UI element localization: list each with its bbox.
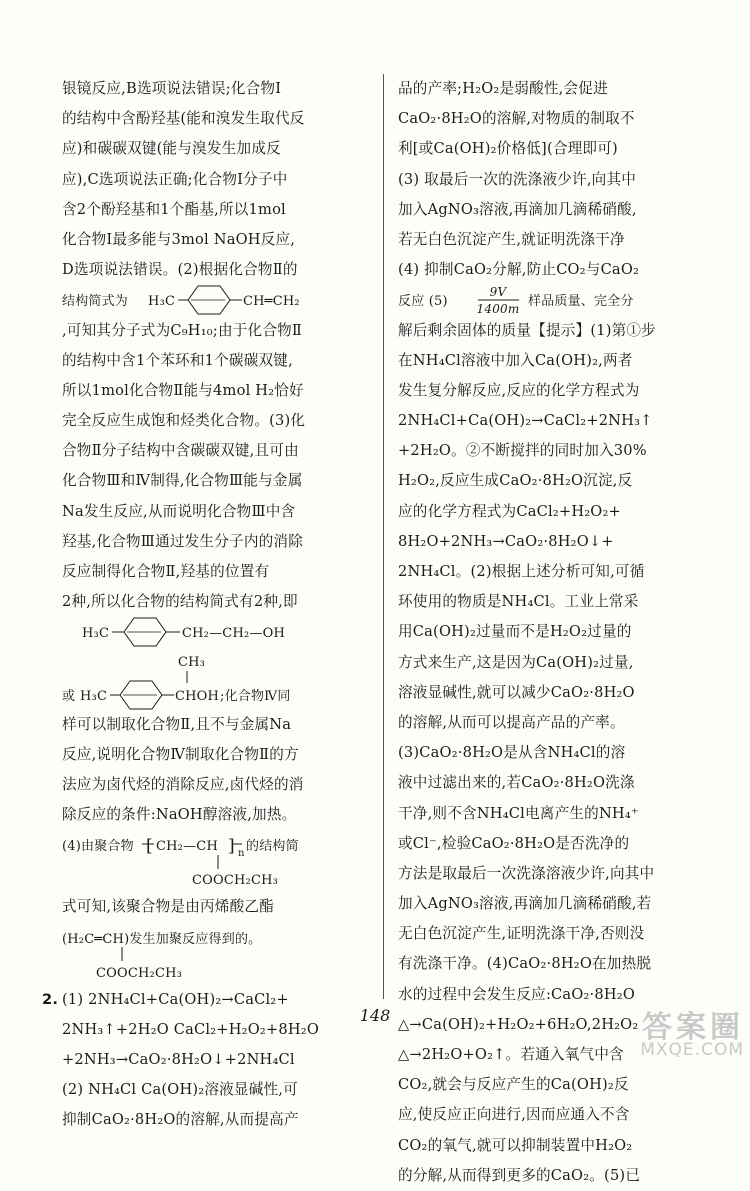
watermark-url: MXQE.COM xyxy=(640,1040,744,1060)
text-line: 加入AgNO₃溶液,再滴加几滴稀硝酸, xyxy=(398,200,637,218)
fraction-denominator: 1400m xyxy=(476,302,520,316)
struct-suffix: 的结构简 xyxy=(246,839,299,855)
text-line: (4) 抑制CaO₂分解,防止CO₂与CaO₂ xyxy=(398,261,640,279)
text-line: 干净,则不含NH₄Cl电离产生的NH₄⁺ xyxy=(398,804,639,822)
polymer-chain-label: CH₂—CH xyxy=(156,839,218,855)
text-line: 除反应的条件:NaOH醇溶液,加热。 xyxy=(62,806,297,824)
text-line: 2种,所以化合物的结构简式有2种,即 xyxy=(62,593,298,611)
methyl-label: CH₃ xyxy=(178,654,206,670)
bracket-left-icon: [ xyxy=(146,836,153,857)
text-line: 的结构中含酚羟基(能和溴发生取代反 xyxy=(62,110,305,128)
text-line: 应)和碳碳双键(能与溴发生加成反 xyxy=(62,140,281,158)
compound-2-diagram xyxy=(62,285,367,315)
text-line: +2H₂O。②不断搅拌的同时加入30% xyxy=(398,442,647,460)
text-line: 无白色沉淀产生,证明洗涤干净,否则没 xyxy=(398,925,645,943)
text-line: 利[或Ca(OH)₂价格低](合理即可) xyxy=(398,140,618,158)
question-number: 2. xyxy=(42,990,59,1008)
text-line: 液中过滤出来的,若CaO₂·8H₂O洗涤 xyxy=(398,774,635,792)
text-line: 羟基,化合物Ⅲ通过发生分子内的消除 xyxy=(62,532,304,550)
structure-alcohol-1 xyxy=(62,617,367,647)
text-line: 加入AgNO₃溶液,再滴加几滴稀硝酸,若 xyxy=(398,895,652,913)
text-line: 方法是取最后一次洗涤溶液少许,向其中 xyxy=(398,864,655,882)
text-line: 反应制得化合物Ⅱ,羟基的位置有 xyxy=(62,563,270,580)
watermark-logo-text: 答案圈 xyxy=(642,1010,744,1045)
text-line: 含2个酚羟基和1个酯基,所以1mol xyxy=(62,200,286,218)
text-line: 8H₂O+2NH₃→CaO₂·8H₂O↓+ xyxy=(398,532,614,550)
watermark-logo xyxy=(584,1002,744,1060)
text-line: CO₂,就会与反应产生的Ca(OH)₂反 xyxy=(398,1076,629,1094)
monomer-diagram xyxy=(62,923,367,985)
structure-compound-2 xyxy=(62,285,367,315)
chain-label: CH₂—CH₂—OH xyxy=(182,626,285,642)
text-line: (1) 2NH₄Cl+Ca(OH)₂→CaCl₂+ xyxy=(62,990,289,1008)
structure-alcohol-2 xyxy=(62,648,367,710)
fraction-numerator: 9V xyxy=(489,285,507,300)
text-line: 所以1mol化合物Ⅱ能与4mol H₂恰好 xyxy=(62,381,304,399)
text-line: 化合物Ⅰ最多能与3mol NaOH反应, xyxy=(62,230,296,248)
left-lines-c xyxy=(62,710,367,831)
text-line: 品的产率;H₂O₂是弱酸性,会促进 xyxy=(398,80,608,97)
vinyl-label: CH═CH₂ xyxy=(243,294,300,310)
text-line: (3)CaO₂·8H₂O是从含NH₄Cl的溶 xyxy=(398,744,626,762)
text-line: 完全反应生成饱和烃类化合物。(3)化 xyxy=(62,412,306,430)
text-line: 发生复分解反应,反应的化学方程式为 xyxy=(398,381,640,399)
text-line: 应),C选项说法正确;化合物Ⅰ分子中 xyxy=(62,170,288,188)
right-lines-a xyxy=(398,74,698,285)
left-lines-d xyxy=(62,892,367,922)
text-line: 的溶解,从而可以提高产品的产率。 xyxy=(398,713,625,731)
text-line: Na发生反应,从而说明化合物Ⅲ中含 xyxy=(62,502,296,520)
text-line: ,可知其分子式为C₉H₁₀;由于化合物Ⅱ xyxy=(62,321,303,339)
bracket-right-icon: ] xyxy=(228,836,235,857)
text-line: 反应,说明化合物Ⅳ制取化合物Ⅱ的方 xyxy=(62,745,299,763)
h3c-label: H₃C xyxy=(148,294,176,310)
text-line: 解后剩余固体的质量【提示】(1)第①步 xyxy=(398,321,656,339)
text-line: 环使用的物质是NH₄Cl。工业上常采 xyxy=(398,593,639,611)
fraction-diagram xyxy=(398,285,698,315)
text-line: 方式来生产,这是因为Ca(OH)₂过量, xyxy=(398,653,634,671)
text-line: 2NH₃↑+2H₂O CaCl₂+H₂O₂+8H₂O xyxy=(62,1020,319,1038)
text-line: +2NH₃→CaO₂·8H₂O↓+2NH₄Cl xyxy=(62,1050,295,1068)
text-line: 应的化学方程式为CaCl₂+H₂O₂+ xyxy=(398,502,621,520)
fraction-line xyxy=(398,285,698,315)
text-line: CaO₂·8H₂O的溶解,对物质的制取不 xyxy=(398,110,635,128)
text-line: 化合物Ⅲ和Ⅳ制得,化合物Ⅲ能与金属 xyxy=(62,472,303,490)
text-line: 应,使反应正向进行,因而应通入不含 xyxy=(398,1106,630,1124)
text-line: D选项说法错误。(2)根据化合物Ⅱ的 xyxy=(62,261,298,279)
struct-prefix: 结构简式为 xyxy=(62,294,129,310)
subscript-n: n xyxy=(238,848,245,860)
left-lines-a xyxy=(62,74,367,285)
text-line: △→2H₂O+O₂↑。若通入氧气中含 xyxy=(398,1046,624,1063)
text-line: (2) NH₄Cl Ca(OH)₂溶液显碱性,可 xyxy=(62,1081,298,1099)
text-line: 的分解,从而得到更多的CaO₂。(5)已 xyxy=(398,1166,641,1184)
alcohol-2-diagram xyxy=(62,648,367,710)
text-line: 法应为卤代烃的消除反应,卤代烃的消 xyxy=(62,775,304,793)
text-line: 银镜反应,B选项说法错误;化合物Ⅰ xyxy=(62,80,282,97)
monomer-text: (H₂C═CH)发生加聚反应得到的。 xyxy=(62,931,262,947)
text-line: 式可知,该聚合物是由丙烯酸乙酯 xyxy=(62,898,274,916)
text-line: 样可以制取化合物Ⅱ,且不与金属Na xyxy=(62,715,292,733)
fraction-prefix: 反应 (5) xyxy=(398,294,448,310)
text-line: 或Cl⁻,检验CaO₂·8H₂O是否洗净的 xyxy=(398,834,630,852)
page-number: 148 xyxy=(359,1006,391,1025)
text-line: 有洗涤干净。(4)CaO₂·8H₂O在加热脱 xyxy=(398,955,652,973)
choh-label: CHOH xyxy=(175,688,220,704)
text-line: △→Ca(OH)₂+H₂O₂+6H₂O,2H₂O₂ xyxy=(398,1015,639,1033)
structure-monomer xyxy=(62,923,367,985)
text-line: CO₂的氧气,就可以抑制装置中H₂O₂ xyxy=(398,1136,633,1154)
left-column xyxy=(42,74,367,1135)
alcohol-1-diagram xyxy=(62,617,367,647)
text-line: 水的过程中会发生反应:CaO₂·8H₂O xyxy=(398,985,636,1003)
struct-suffix: ;化合物Ⅳ同 xyxy=(220,688,291,704)
left-lines-b xyxy=(62,316,367,618)
text-line: H₂O₂,反应生成CaO₂·8H₂O沉淀,反 xyxy=(398,472,633,490)
text-line: 在NH₄Cl溶液中加入Ca(OH)₂,两者 xyxy=(398,351,633,369)
structure-polymer xyxy=(62,830,367,892)
text-line: 若无白色沉淀产生,就证明洗涤干净 xyxy=(398,230,625,248)
text-line: 的结构中含1个苯环和1个碳碳双键, xyxy=(62,351,293,369)
struct-prefix: 或 xyxy=(62,688,76,704)
polymer-diagram xyxy=(62,830,367,892)
text-line: 抑制CaO₂·8H₂O的溶解,从而提高产 xyxy=(62,1111,299,1129)
column-divider xyxy=(383,74,384,999)
ester-label: COOCH₂CH₃ xyxy=(192,873,279,889)
text-line: 2NH₄Cl。(2)根据上述分析可知,可循 xyxy=(398,563,645,580)
fraction-suffix: 样品质量、完全分 xyxy=(528,294,634,310)
text-line: 溶液显碱性,就可以减少CaO₂·8H₂O xyxy=(398,683,635,701)
ester-label: COOCH₂CH₃ xyxy=(96,965,183,981)
h3c-label: H₃C xyxy=(80,688,108,704)
text-line: 合物Ⅱ分子结构中含碳碳双键,且可由 xyxy=(62,442,299,460)
struct-prefix: (4)由聚合物 xyxy=(62,839,134,855)
text-line: (3) 取最后一次的洗涤液少许,向其中 xyxy=(398,170,637,188)
h3c-label: H₃C xyxy=(82,626,110,642)
text-line: 2NH₄Cl+Ca(OH)₂→CaCl₂+2NH₃↑ xyxy=(398,412,653,430)
text-line: 用Ca(OH)₂过量而不是H₂O₂过量的 xyxy=(398,623,632,641)
